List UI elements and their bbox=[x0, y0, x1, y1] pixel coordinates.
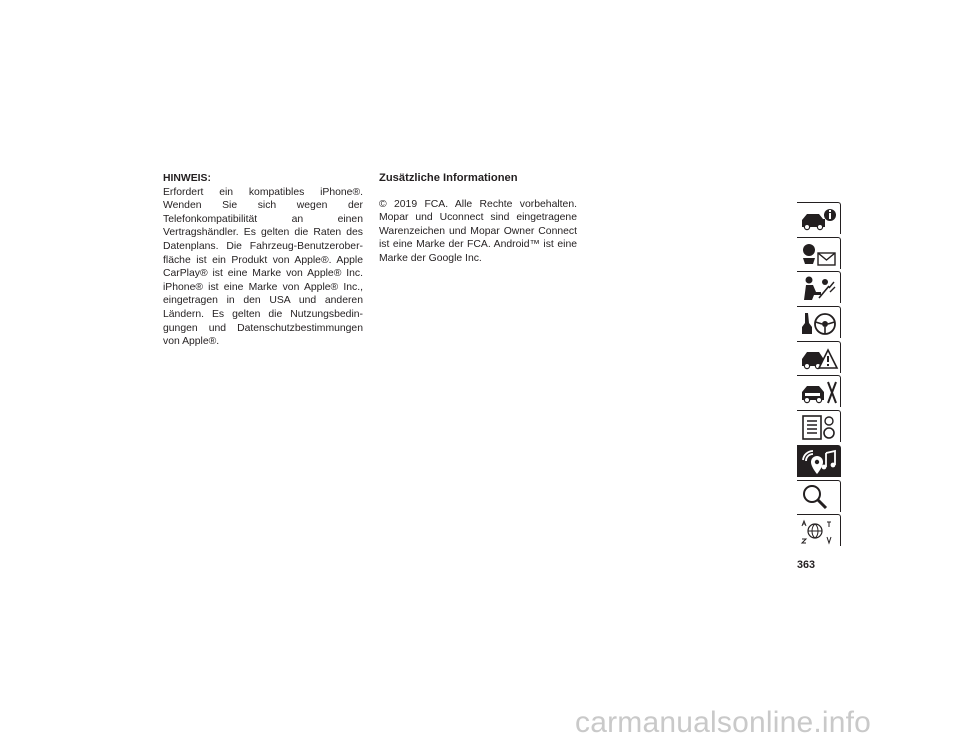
light-message-icon bbox=[799, 240, 839, 268]
tab-specs[interactable] bbox=[797, 410, 841, 442]
languages-icon bbox=[799, 517, 839, 545]
tab-lights-messages[interactable] bbox=[797, 237, 841, 269]
note-column bbox=[163, 172, 363, 349]
car-info-icon bbox=[799, 205, 839, 233]
search-index-icon bbox=[799, 483, 839, 511]
note-text: Erfordert ein kompatibles iPhone®. Wenden Sie sich wegen der Telefonkompatibilität an einen Vertragshändler. Es gelten die Raten des Datenplans. Die Fahrzeug-Benutzerober-fläche ist ein Produkt von Apple®. Apple CarPlay® ist eine Marke von Apple® Inc. iPhone® ist eine Marke von Apple® Inc., eingetragen in den USA und anderen Ländern. Es gelten die Nutzungsbedin-gungen und Datenschutzbestimmungen von Apple®. bbox=[163, 186, 363, 348]
seatbelt-airbag-icon bbox=[799, 274, 839, 302]
tab-service[interactable] bbox=[797, 375, 841, 407]
tab-multimedia[interactable] bbox=[797, 445, 841, 477]
section-text: © 2019 FCA. Alle Rechte vorbehalten. Mopar und Uconnect sind eingetragene Warenzeichen und Mopar Owner Connect ist eine Marke der FCA. Android™ ist eine Marke der Google Inc. bbox=[379, 198, 577, 264]
tab-car-info[interactable] bbox=[797, 202, 841, 234]
page-number: 363 bbox=[797, 559, 816, 571]
note-label: HINWEIS: bbox=[163, 173, 211, 184]
warning-triangle-icon bbox=[799, 344, 839, 372]
additional-info-column bbox=[379, 172, 577, 266]
watermark: carmanualsonline.info bbox=[575, 706, 872, 739]
multimedia-icon bbox=[799, 448, 839, 476]
chapter-tabs bbox=[797, 202, 841, 549]
steering-wheel-icon bbox=[799, 309, 839, 337]
tab-driving[interactable] bbox=[797, 306, 841, 338]
tab-index[interactable] bbox=[797, 480, 841, 512]
section-title: Zusätzliche Informationen bbox=[379, 172, 518, 184]
car-service-icon bbox=[799, 378, 839, 406]
tab-safety[interactable] bbox=[797, 271, 841, 303]
tab-languages[interactable] bbox=[797, 514, 841, 546]
tab-emergency[interactable] bbox=[797, 341, 841, 373]
specs-checklist-icon bbox=[799, 413, 839, 441]
